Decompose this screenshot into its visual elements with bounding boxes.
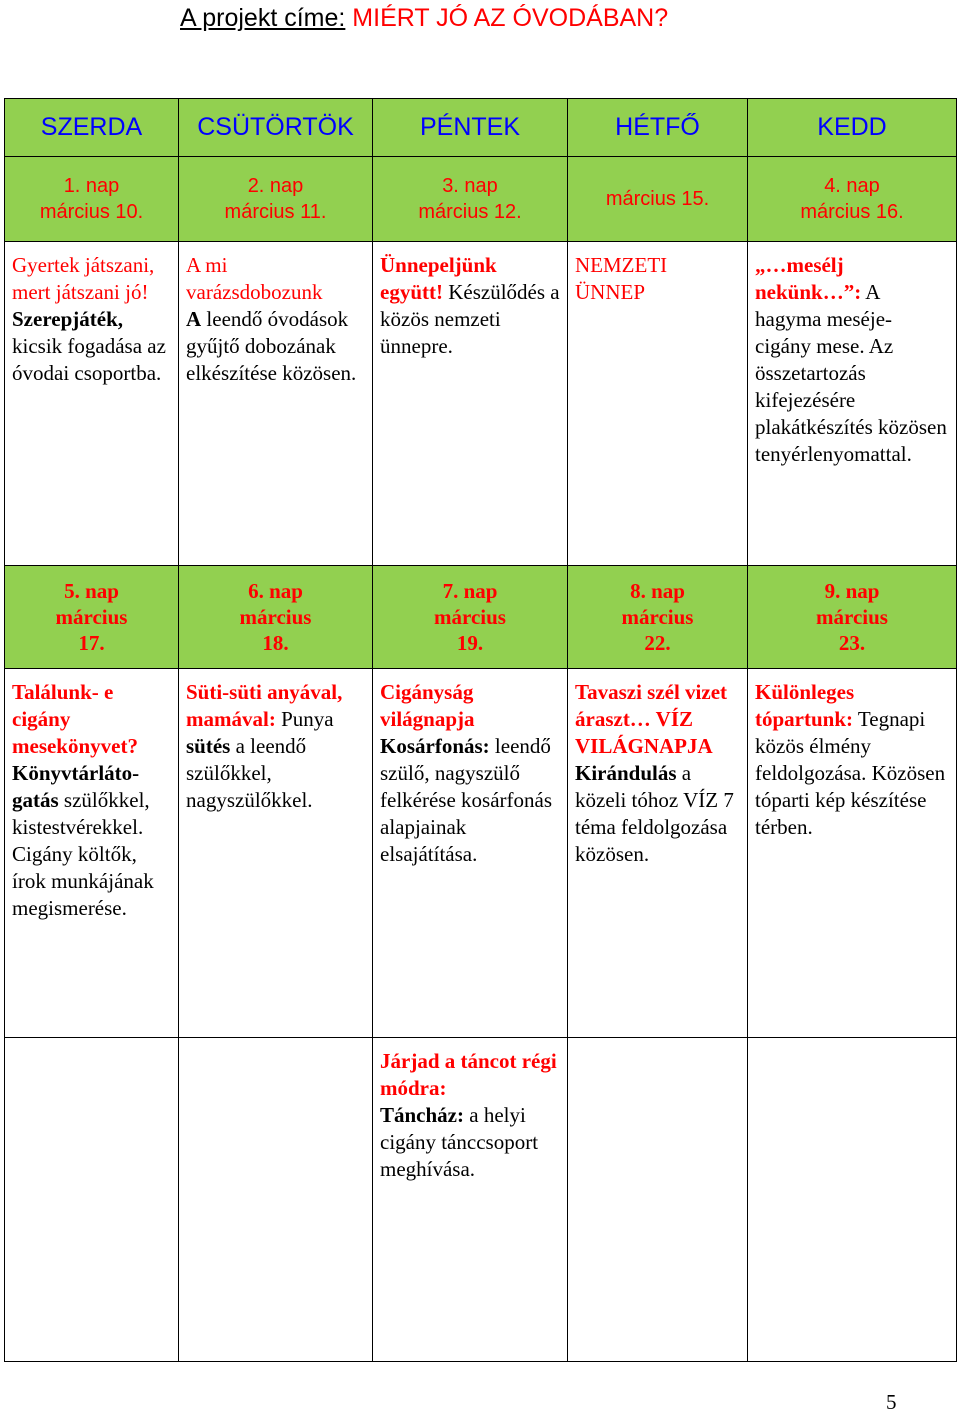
activity-text: A hagyma meséje- cigány mese. Az összetartozás kifejezésére plakátkészítés közösen tenyérlenyomattal. (755, 280, 947, 466)
day-date: március 16. (800, 201, 904, 223)
activity-bold: sütés (186, 734, 231, 758)
activity-title: Cigányság világnapja (380, 680, 475, 731)
activity-title: Különleges tópartunk: (755, 680, 855, 731)
date-cell (5, 566, 179, 669)
day-month: március (816, 605, 888, 629)
activity-title: Járjad a táncot régi módra: (380, 1049, 557, 1100)
project-title (180, 4, 668, 33)
date-cell (179, 566, 373, 669)
day-month: március (239, 605, 312, 629)
date-cell (748, 157, 957, 242)
dates-row-2 (5, 566, 957, 669)
day-name: HÉTFŐ (568, 99, 748, 157)
day-date: március 11. (224, 201, 327, 223)
activity-bold: Táncház: (380, 1103, 464, 1127)
activity-cell (568, 669, 748, 1038)
day-number: 9. nap (824, 579, 880, 603)
activity-title: Tavaszi szél vizet áraszt… VÍZ VILÁGNAPJA (575, 680, 728, 758)
activity-title: Gyertek játszani, mert játszani jó! (12, 253, 155, 304)
date-cell (373, 566, 568, 669)
day-number: 6. nap (248, 579, 303, 603)
day-date: március 15. (605, 188, 710, 210)
activity-cell (5, 242, 179, 566)
day-day: 17. (78, 631, 105, 655)
day-day: 22. (644, 631, 671, 655)
day-day: 23. (838, 631, 866, 655)
day-number: 2. nap (247, 175, 304, 197)
activity-text: kicsik fogadása az óvodai csoportba. (12, 334, 166, 385)
day-date: március 10. (39, 201, 144, 223)
activity-bold: Könyvtárláto- gatás (12, 761, 140, 812)
activity-cell (5, 669, 179, 1038)
activity-text: a közeli tóhoz VÍZ 7 téma feldolgozása közösen. (575, 761, 734, 866)
activities-row-3 (5, 1038, 957, 1362)
activity-cell-empty (748, 1038, 957, 1362)
day-month: március (434, 605, 506, 629)
page-number: 5 (886, 1390, 897, 1414)
activity-text: szülőkkel, kistestvérekkel. Cigány költők, írok munkájának megismerése. (12, 788, 154, 920)
date-cell (5, 157, 179, 242)
day-number: 7. nap (442, 579, 498, 603)
activity-title: NEMZETI ÜNNEP (575, 253, 668, 304)
activity-text: Készülődés a közös nemzeti ünnepre. (380, 280, 560, 358)
activity-text: leendő szülő, nagyszülő felkérése kosárfonás alapjainak elsajátítása. (380, 734, 552, 866)
day-number: 5. nap (64, 579, 119, 603)
activity-cell (748, 242, 957, 566)
activity-cell-empty (568, 1038, 748, 1362)
day-number: 1. nap (63, 175, 120, 197)
date-cell (373, 157, 568, 242)
day-name: PÉNTEK (373, 99, 568, 157)
day-day: 19. (456, 631, 484, 655)
activity-text: Tegnapi közös élmény feldolgozása. Közösen tóparti kép készítése térben. (755, 707, 946, 839)
activity-title: Találunk- e cigány mesekönyvet? (12, 680, 138, 758)
activity-cell (179, 669, 373, 1038)
date-cell (179, 157, 373, 242)
day-month: március (55, 605, 128, 629)
dates-row-1 (5, 157, 957, 242)
activity-title: A mi varázsdobozunk (186, 253, 323, 304)
activity-cell (748, 669, 957, 1038)
project-title-label: A projekt címe: (180, 4, 346, 32)
day-name: CSÜTÖRTÖK (179, 99, 373, 157)
day-number: 3. nap (442, 175, 498, 197)
activity-title: „…mesélj nekünk…”: (755, 253, 862, 304)
activity-cell (373, 242, 568, 566)
day-number: 4. nap (824, 175, 880, 197)
activity-bold: Kosárfonás: (380, 734, 490, 758)
activity-text: a leendő szülőkkel, nagyszülőkkel. (186, 734, 313, 812)
activities-row-2 (5, 669, 957, 1038)
schedule-table (4, 98, 957, 1362)
activity-text: leendő óvodások gyűjtő dobozának elkészítése közösen. (186, 307, 357, 385)
activity-cell-empty (5, 1038, 179, 1362)
day-names-row (5, 99, 957, 157)
date-cell (568, 566, 748, 669)
activity-cell (568, 242, 748, 566)
activity-text: Punya (275, 707, 334, 731)
day-day: 18. (262, 631, 289, 655)
day-date: március 12. (418, 201, 522, 223)
day-number: 8. nap (630, 579, 685, 603)
activity-cell (179, 242, 373, 566)
activities-row-1 (5, 242, 957, 566)
day-month: március (621, 605, 694, 629)
day-name: SZERDA (5, 99, 179, 157)
project-title-value: MIÉRT JÓ AZ ÓVODÁBAN? (345, 4, 669, 32)
activity-bold: A (186, 307, 202, 331)
activity-cell (373, 669, 568, 1038)
day-name: KEDD (748, 99, 957, 157)
date-cell (748, 566, 957, 669)
activity-title: Ünnepeljünk együtt! (380, 253, 497, 304)
date-cell (568, 157, 748, 242)
activity-text: a helyi cigány tánccsoport meghívása. (380, 1103, 539, 1181)
activity-cell-empty (179, 1038, 373, 1362)
activity-bold: Kirándulás (575, 761, 677, 785)
activity-bold: Szerepjáték, (12, 307, 123, 331)
activity-cell (373, 1038, 568, 1362)
activity-title: Süti-süti anyával, mamával: (186, 680, 343, 731)
